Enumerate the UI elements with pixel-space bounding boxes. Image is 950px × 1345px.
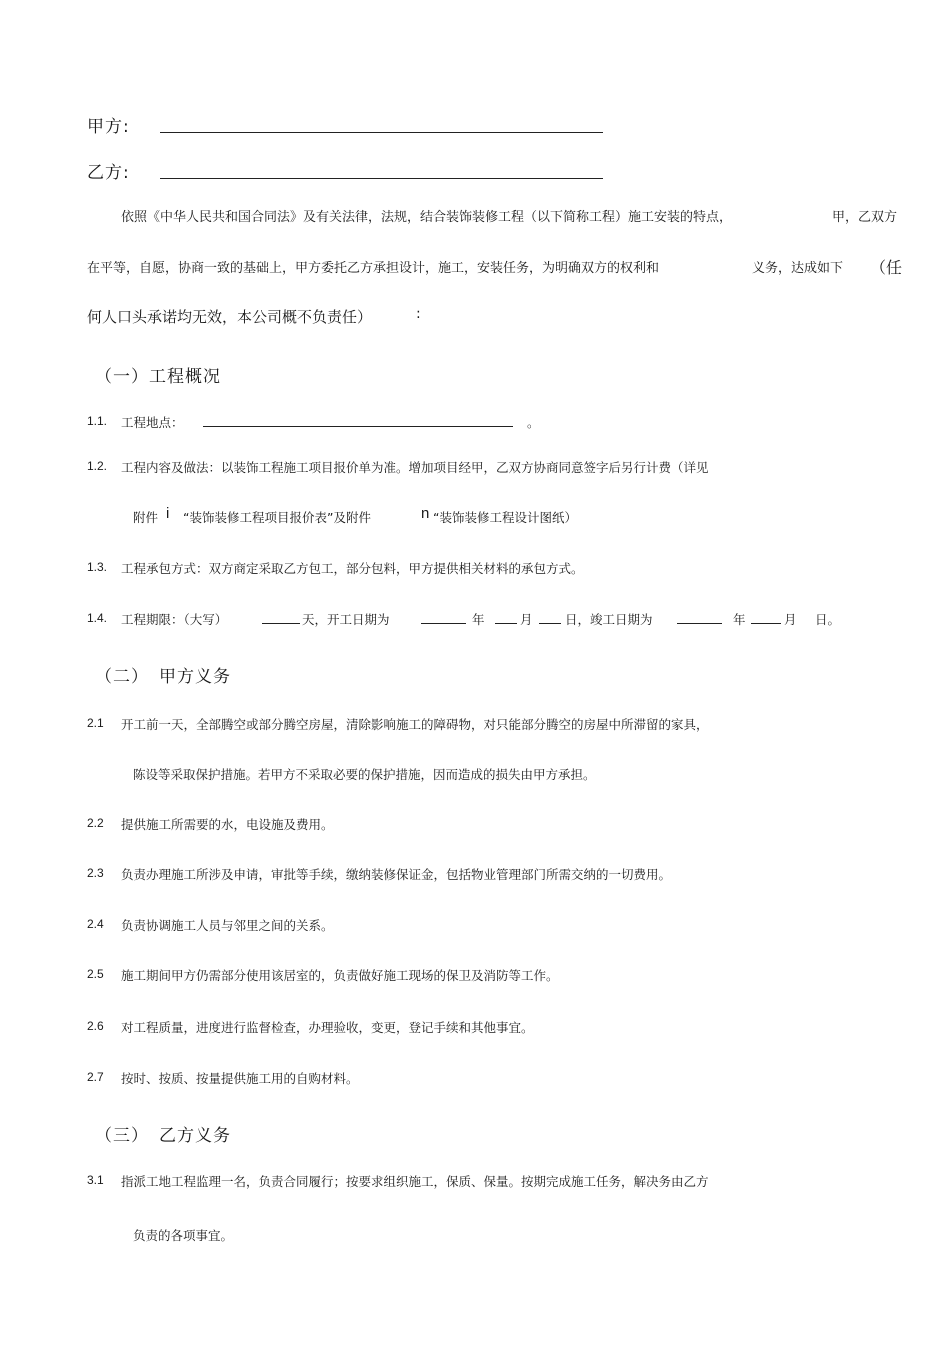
item-1-4-year-1: 年 xyxy=(472,612,485,627)
section-3-title-number: （三） xyxy=(95,1126,149,1146)
intro-line-1: 依照《中华人民共和国合同法》及有关法律，法规，结合装饰装修工程（以下简称工程）施工安装的特点， xyxy=(121,210,733,225)
intro-line-3: 何人口头承诺均无效，本公司概不负责任） xyxy=(87,308,373,326)
section-3-title: 乙方义务 xyxy=(159,1126,231,1146)
item-1-4-year-2: 年 xyxy=(733,612,746,627)
item-2-4-text: 负责协调施工人员与邻里之间的关系。 xyxy=(121,918,334,933)
item-1-2-attachment-b: “装饰装修工程项目报价表”及附件 xyxy=(183,510,371,525)
item-1-4-number: 1.4. xyxy=(87,611,108,625)
party-b-label: 乙方: xyxy=(87,163,130,183)
item-2-5-number: 2.5 xyxy=(87,967,104,981)
item-1-4-label: 工程期限：（大写） xyxy=(121,612,228,627)
item-1-3-number: 1.3. xyxy=(87,560,108,574)
party-a-line xyxy=(160,132,603,133)
party-b-line xyxy=(160,178,603,179)
item-1-1-text: 工程地点： xyxy=(121,415,184,430)
section-1-title: （一）工程概况 xyxy=(95,367,221,387)
intro-line-1-tail: 甲，乙双方 xyxy=(832,210,898,225)
intro-line-2: 在平等，自愿，协商一致的基础上，甲方委托乙方承担设计，施工，安装任务，为明确双方的权利和 xyxy=(87,261,660,276)
section-2-title-number: （二） xyxy=(95,667,149,687)
item-2-1-number: 2.1 xyxy=(87,716,104,730)
start-year-blank xyxy=(421,623,466,624)
item-2-4-number: 2.4 xyxy=(87,917,104,931)
item-1-4-day-2: 日。 xyxy=(815,612,841,627)
item-1-1-number: 1.1. xyxy=(87,414,108,428)
end-year-blank xyxy=(677,623,722,624)
item-1-1-blank xyxy=(203,426,513,427)
item-2-1-text: 开工前一天，全部腾空或部分腾空房屋，清除影响施工的障碍物，对只能部分腾空的房屋中所滞留的家具， xyxy=(121,717,709,732)
intro-line-3-tail: : xyxy=(416,306,421,322)
item-2-1-continuation: 陈设等采取保护措施。若甲方不采取必要的保护措施，因而造成的损失由甲方承担。 xyxy=(133,767,596,782)
item-2-5-text: 施工期间甲方仍需部分使用该居室的，负责做好施工现场的保卫及消防等工作。 xyxy=(121,968,559,983)
item-1-2-attachment-n: n xyxy=(421,505,430,522)
item-2-6-number: 2.6 xyxy=(87,1019,104,1033)
item-1-1-end: 。 xyxy=(527,415,540,430)
item-1-2-attachment-c: “装饰装修工程设计图纸） xyxy=(433,510,577,525)
item-2-2-text: 提供施工所需要的水，电设施及费用。 xyxy=(121,817,334,832)
item-1-2-text: 工程内容及做法：以装饰工程施工项目报价单为准。增加项目经甲，乙双方协商同意签字后另行计费（详见 xyxy=(121,460,709,475)
item-1-2-attachment-a: 附件 xyxy=(133,510,159,525)
item-2-7-text: 按时、按质、按量提供施工用的自购材料。 xyxy=(121,1071,359,1086)
item-1-3-text: 工程承包方式：双方商定采取乙方包工，部分包料，甲方提供相关材料的承包方式。 xyxy=(121,561,584,576)
item-2-2-number: 2.2 xyxy=(87,816,104,830)
intro-line-2-mid: 义务，达成如下 xyxy=(752,261,844,276)
start-month-blank xyxy=(495,623,517,624)
party-a-label: 甲方: xyxy=(87,117,130,137)
item-1-4-start-label: 天，开工日期为 xyxy=(302,612,390,627)
item-1-4-day-1: 日，竣工日期为 xyxy=(565,612,653,627)
item-3-1-text: 指派工地工程监理一名，负责合同履行；按要求组织施工，保质、保量。按期完成施工任务，解决务由乙方 xyxy=(121,1174,709,1189)
intro-line-2-tail: （任 xyxy=(870,258,903,277)
item-1-2-number: 1.2. xyxy=(87,459,108,473)
item-2-3-text: 负责办理施工所涉及申请，审批等手续，缴纳装修保证金，包括物业管理部门所需交纳的一切费用。 xyxy=(121,867,672,882)
item-2-3-number: 2.3 xyxy=(87,866,104,880)
item-2-6-text: 对工程质量，进度进行监督检查，办理验收，变更，登记手续和其他事宜。 xyxy=(121,1020,534,1035)
section-2-title: 甲方义务 xyxy=(159,667,231,687)
item-3-1-number: 3.1 xyxy=(87,1173,104,1187)
item-3-1-continuation: 负责的各项事宜。 xyxy=(133,1228,234,1243)
start-day-blank xyxy=(539,623,561,624)
item-2-7-number: 2.7 xyxy=(87,1070,104,1084)
end-month-blank xyxy=(751,623,781,624)
duration-blank xyxy=(262,623,300,624)
item-1-4-month-1: 月 xyxy=(520,612,533,627)
item-1-2-attachment-i: i xyxy=(166,505,170,522)
item-1-4-month-2: 月 xyxy=(784,612,797,627)
